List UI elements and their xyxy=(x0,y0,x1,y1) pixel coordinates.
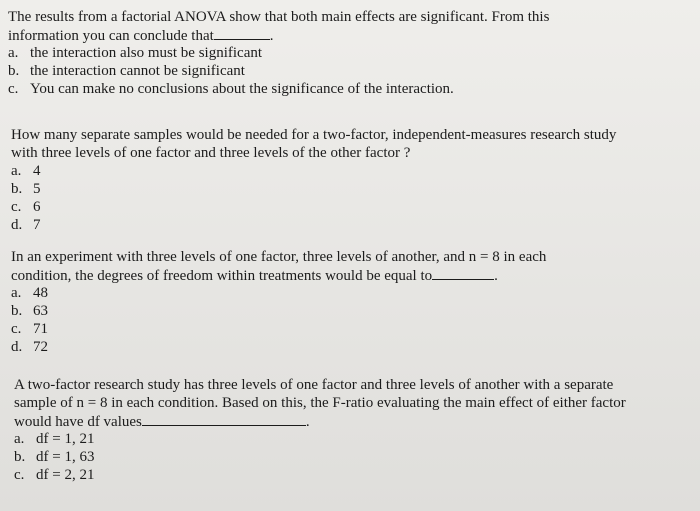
question-1-line-1: The results from a factorial ANOVA show that both main effects are significant. From this xyxy=(8,9,550,25)
question-4-option-a xyxy=(14,430,626,448)
question-1-option-c xyxy=(8,80,549,98)
option-text: 71 xyxy=(33,321,48,337)
option-text: df = 2, 21 xyxy=(36,467,95,483)
option-label: b. xyxy=(11,303,23,319)
question-2-option-d xyxy=(11,216,616,234)
question-4 xyxy=(14,376,626,484)
option-label: a. xyxy=(8,45,19,61)
option-label: a. xyxy=(14,431,25,447)
option-label: c. xyxy=(14,467,25,483)
question-4-line-1: A two-factor research study has three levels of one factor and three levels of another with a separate xyxy=(14,377,614,393)
question-4-line-3-text: would have df values xyxy=(14,414,142,430)
option-label: b. xyxy=(8,63,20,79)
option-text: 5 xyxy=(33,181,41,197)
option-text: the interaction cannot be significant xyxy=(30,63,245,79)
option-label: a. xyxy=(11,285,22,301)
question-3-line-2-text: condition, the degrees of freedom within treatments would be equal to xyxy=(11,268,433,284)
question-1-line-2: information you can conclude that . xyxy=(8,28,274,44)
option-text: 72 xyxy=(33,339,48,355)
question-2-line-1: How many separate samples would be needed for a two-factor, independent-measures research study xyxy=(11,127,617,143)
option-text: df = 1, 63 xyxy=(36,449,95,465)
question-3-option-a xyxy=(11,284,546,302)
option-text: 63 xyxy=(33,303,48,319)
question-4-line-3: would have df values . xyxy=(14,414,310,430)
question-3-line-2: condition, the degrees of freedom within treatments would be equal to . xyxy=(11,268,498,284)
question-2-line-2: with three levels of one factor and three levels of the other factor ? xyxy=(11,145,411,161)
question-2-option-c xyxy=(11,198,616,216)
question-1-line-2-text: information you can conclude that xyxy=(8,28,214,44)
option-label: d. xyxy=(11,217,23,233)
option-label: c. xyxy=(11,199,22,215)
question-4-line-2: sample of n = 8 in each condition. Based on this, the F-ratio evaluating the main effect of either factor xyxy=(14,395,626,411)
option-label: a. xyxy=(11,163,22,179)
question-1 xyxy=(8,8,549,98)
option-text: 48 xyxy=(33,285,48,301)
option-text: the interaction also must be significant xyxy=(30,45,263,61)
question-2-option-b xyxy=(11,180,616,198)
question-4-option-c xyxy=(14,466,626,484)
option-text: df = 1, 21 xyxy=(36,431,95,447)
option-label: d. xyxy=(11,339,23,355)
question-3-line-1: In an experiment with three levels of one factor, three levels of another, and n = 8 in each xyxy=(11,249,547,265)
question-3-option-c xyxy=(11,320,546,338)
option-label: c. xyxy=(8,81,19,97)
answer-blank xyxy=(214,26,270,40)
answer-blank xyxy=(432,266,494,280)
option-label: c. xyxy=(11,321,22,337)
question-2-option-a xyxy=(11,162,616,180)
answer-blank xyxy=(142,412,306,426)
question-1-option-b xyxy=(8,62,549,80)
option-text: 4 xyxy=(33,163,41,179)
option-text: 6 xyxy=(33,199,41,215)
question-3-option-b xyxy=(11,302,546,320)
question-3 xyxy=(11,248,546,356)
option-text: 7 xyxy=(33,217,41,233)
question-4-option-b xyxy=(14,448,626,466)
question-2 xyxy=(11,126,616,234)
option-label: b. xyxy=(11,181,23,197)
question-1-option-a xyxy=(8,44,549,62)
question-3-option-d xyxy=(11,338,546,356)
option-text: You can make no conclusions about the significance of the interaction. xyxy=(30,81,454,97)
option-label: b. xyxy=(14,449,26,465)
